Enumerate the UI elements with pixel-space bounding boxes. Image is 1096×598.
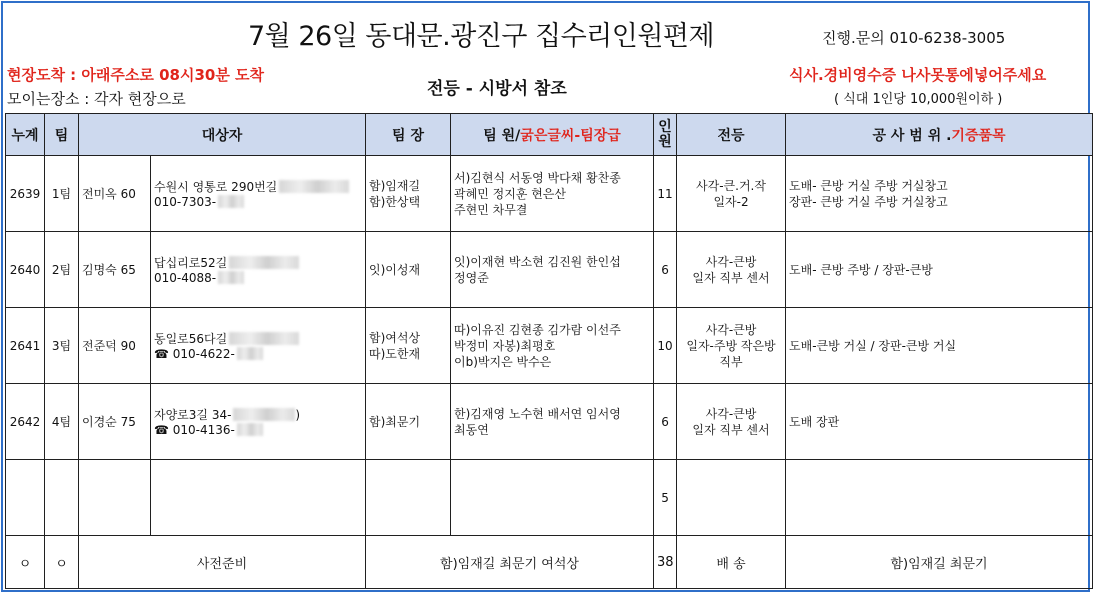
address-text: 수원시 영통로 290번길 — [154, 180, 278, 194]
table-row — [6, 156, 1093, 232]
summary-headcount: 38 — [654, 536, 677, 589]
address-text: 동일로56다길 — [154, 332, 228, 346]
redacted-phone — [237, 423, 263, 436]
cell-scope: 도배- 큰방 거실 주방 거실창고 장판- 큰방 거실 주방 거실창고 — [786, 156, 1093, 232]
cell-address — [151, 308, 366, 384]
address-tail: ) — [295, 408, 301, 422]
cell-cumulative: 2641 — [6, 308, 45, 384]
cell-address — [151, 232, 366, 308]
summary-delivery: 배 송 — [677, 536, 786, 589]
summary-row — [6, 536, 1093, 589]
cell-leader: 잇)이성재 — [366, 232, 451, 308]
cell-leader: 함)최문기 — [366, 384, 451, 460]
cell-team: 3팀 — [45, 308, 79, 384]
empty-row — [6, 460, 1093, 536]
cell-cumulative: 2640 — [6, 232, 45, 308]
cell-client: 이경순 75 — [79, 384, 151, 460]
cell-team: 1팀 — [45, 156, 79, 232]
col-scope — [786, 114, 1093, 156]
cell-headcount: 10 — [654, 308, 677, 384]
summary-prep: 사전준비 — [79, 536, 366, 589]
cell-client: 김명숙 65 — [79, 232, 151, 308]
cell-address — [151, 156, 366, 232]
table-row — [6, 308, 1093, 384]
summary-cumulative: ㅇ — [6, 536, 45, 589]
cell-client — [79, 460, 151, 536]
header-row — [6, 114, 1093, 156]
cell-members: 잇)이재현 박소현 김진원 한인섭 정영준 — [451, 232, 654, 308]
redacted-phone — [218, 195, 244, 208]
cell-lighting: 사각-큰방 일자 직부 센서 — [677, 384, 786, 460]
cell-client: 전준덕 90 — [79, 308, 151, 384]
cell-address — [151, 384, 366, 460]
cell-scope: 도배- 큰방 주방 / 장판-큰방 — [786, 232, 1093, 308]
redacted-address — [279, 180, 349, 193]
cell-leader: 함)임재길 함)한상택 — [366, 156, 451, 232]
cell-members — [451, 460, 654, 536]
cell-client: 전미옥 60 — [79, 156, 151, 232]
summary-team: ㅇ — [45, 536, 79, 589]
cell-scope — [786, 460, 1093, 536]
col-members-legend: 굵은글씨-팀장급 — [520, 127, 621, 144]
cell-members: 서)김현식 서동영 박다채 황찬종 곽혜민 정지훈 현은산 주현민 차무결 — [451, 156, 654, 232]
col-scope-legend: 기증품목 — [951, 127, 1006, 144]
cell-team: 2팀 — [45, 232, 79, 308]
contact-info: 진행.문의 010-6238-3005 — [822, 29, 1006, 47]
cell-scope: 도배 장판 — [786, 384, 1093, 460]
cell-cumulative — [6, 460, 45, 536]
col-cumulative: 누계 — [6, 114, 45, 156]
redacted-phone — [218, 271, 244, 284]
table-row — [6, 384, 1093, 460]
cell-cumulative: 2639 — [6, 156, 45, 232]
cell-scope: 도배-큰방 거실 / 장판-큰방 거실 — [786, 308, 1093, 384]
cell-lighting: 사각-큰방 일자-주방 작은방 직부 — [677, 308, 786, 384]
cell-members: 한)김재영 노수현 배서연 임서영 최동연 — [451, 384, 654, 460]
cell-team: 4팀 — [45, 384, 79, 460]
col-leader: 팀 장 — [366, 114, 451, 156]
assignment-table — [5, 113, 1093, 589]
col-team: 팀 — [45, 114, 79, 156]
cell-headcount: 6 — [654, 232, 677, 308]
col-headcount: 인원 — [654, 114, 677, 156]
meeting-place: 모이는장소 : 각자 현장으로 — [7, 90, 186, 108]
redacted-address — [229, 256, 299, 269]
cell-headcount: 6 — [654, 384, 677, 460]
col-client: 대상자 — [79, 114, 366, 156]
col-lighting: 전등 — [677, 114, 786, 156]
cell-team — [45, 460, 79, 536]
arrival-notice: 현장도착 : 아래주소로 08시30분 도착 — [7, 66, 265, 84]
cell-lighting — [677, 460, 786, 536]
meal-cost-note: ( 식대 1인당 10,000원이하 ) — [834, 92, 1003, 107]
cell-members: 따)이유진 김현종 김가람 이선주 박정미 자봉)최평호 이b)박지은 박수은 — [451, 308, 654, 384]
meal-receipt-note: 식사.경비영수증 나사못통에넣어주세요 — [789, 66, 1047, 84]
cell-cumulative: 2642 — [6, 384, 45, 460]
phone-text: ☎ 010-4622- — [154, 347, 235, 361]
col-scope-label: 공 사 범 위 . — [872, 127, 952, 144]
phone-text: ☎ 010-4136- — [154, 423, 235, 437]
summary-prep-staff: 함)임재길 최문기 여석상 — [366, 536, 654, 589]
address-text: 답십리로52길 — [154, 256, 228, 270]
phone-text: 010-7303- — [154, 195, 217, 209]
redacted-phone — [237, 347, 263, 360]
table-row — [6, 232, 1093, 308]
cell-headcount: 11 — [654, 156, 677, 232]
address-text: 자양로3길 34- — [154, 408, 232, 422]
cell-leader: 함)여석상 따)도한재 — [366, 308, 451, 384]
cell-lighting: 사각-큰방 일자 직부 센서 — [677, 232, 786, 308]
cell-headcount: 5 — [654, 460, 677, 536]
redacted-address — [229, 332, 299, 345]
cell-lighting: 사각-큰.거.작 일자-2 — [677, 156, 786, 232]
col-members — [451, 114, 654, 156]
summary-delivery-staff: 함)임재길 최문기 — [786, 536, 1093, 589]
equipment-note: 전등 - 시방서 참조 — [427, 79, 567, 99]
col-members-label: 팀 원/ — [483, 127, 521, 144]
cell-address — [151, 460, 366, 536]
cell-leader — [366, 460, 451, 536]
redacted-address — [233, 408, 295, 421]
phone-text: 010-4088- — [154, 271, 217, 285]
page-title: 7월 26일 동대문.광진구 집수리인원편제 — [248, 21, 715, 52]
